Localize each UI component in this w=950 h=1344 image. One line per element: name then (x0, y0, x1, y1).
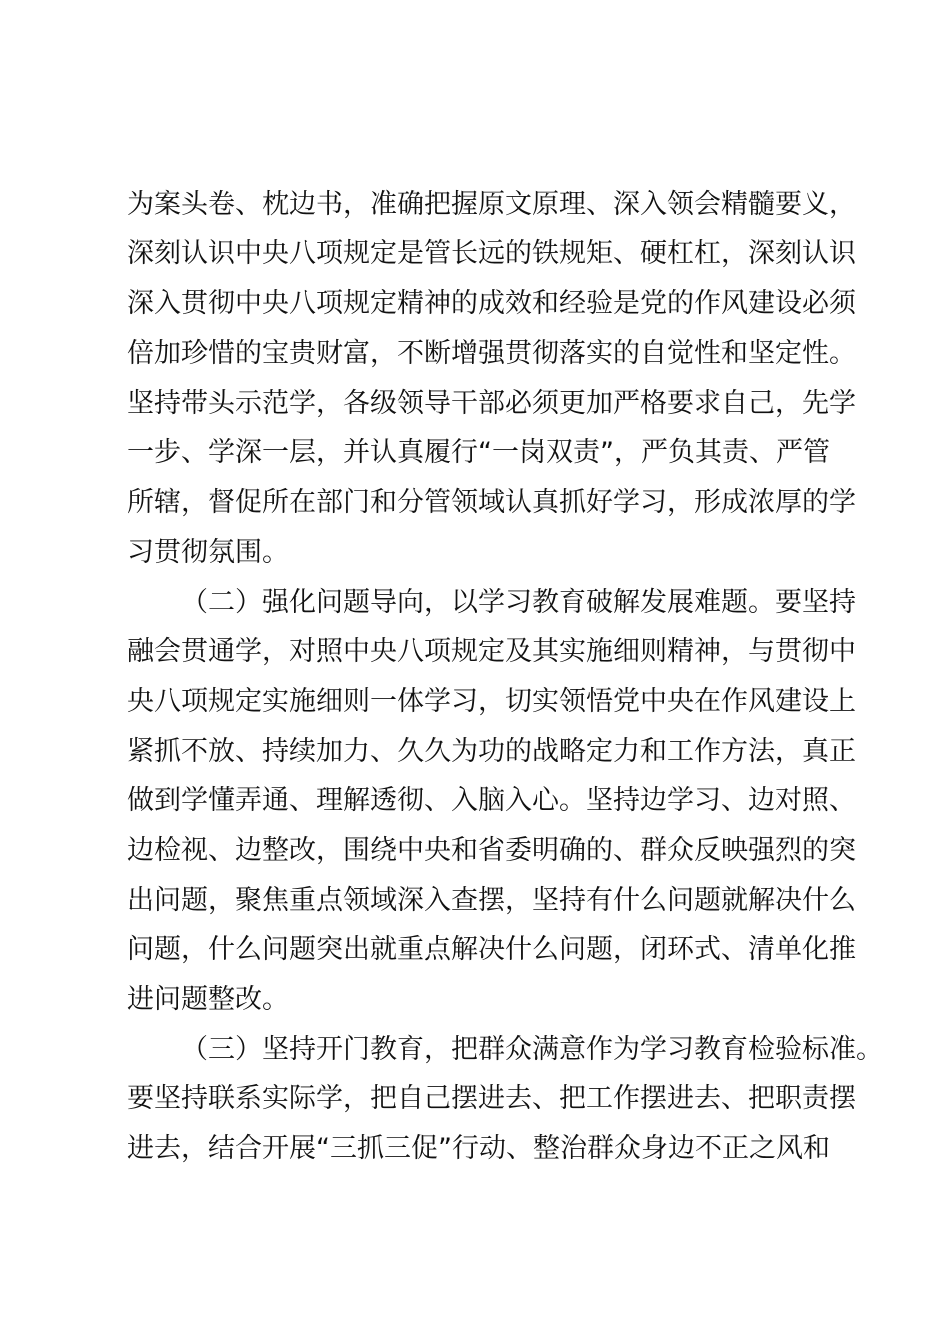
paragraph-line: 要坚持联系实际学，把自己摆进去、把工作摆进去、把职责摆 (127, 1083, 856, 1114)
paragraph-line: 坚持带头示范学，各级领导干部必须更加严格要求自己，先学 (127, 388, 856, 419)
paragraph-line: 做到学懂弄通、理解透彻、入脑入心。坚持边学习、边对照、 (127, 785, 856, 816)
paragraph-line: 问题，什么问题突出就重点解决什么问题，闭环式、清单化推 (127, 934, 856, 965)
paragraph-line: 出问题，聚焦重点领域深入查摆，坚持有什么问题就解决什么 (127, 885, 856, 916)
paragraph-line: 央八项规定实施细则一体学习，切实领悟党中央在作风建设上 (127, 686, 856, 717)
paragraph-line: 一步、学深一层，并认真履行“一岗双责”，严负其责、严管 (127, 437, 830, 468)
paragraph-line: 边检视、边整改，围绕中央和省委明确的、群众反映强烈的突 (127, 835, 856, 866)
paragraph-heading-line: （三）坚持开门教育，把群众满意作为学习教育检验标准。 (181, 1034, 883, 1065)
paragraph-line: 为案头卷、枕边书，准确把握原文原理、深入领会精髓要义， (127, 189, 856, 220)
paragraph-heading-line: （二）强化问题导向，以学习教育破解发展难题。要坚持 (181, 587, 856, 618)
paragraph-line: 融会贯通学，对照中央八项规定及其实施细则精神，与贯彻中 (127, 636, 856, 667)
paragraph-line: 深入贯彻中央八项规定精神的成效和经验是党的作风建设必须 (127, 288, 856, 319)
paragraph-line: 进问题整改。 (127, 984, 289, 1015)
paragraph-line: 深刻认识中央八项规定是管长远的铁规矩、硬杠杠，深刻认识 (127, 238, 856, 269)
paragraph-line: 紧抓不放、持续加力、久久为功的战略定力和工作方法，真正 (127, 736, 856, 767)
paragraph-line: 进去，结合开展“三抓三促”行动、整治群众身边不正之风和 (127, 1133, 830, 1164)
paragraph-line: 习贯彻氛围。 (127, 537, 289, 568)
paragraph-line: 所辖，督促所在部门和分管领域认真抓好学习，形成浓厚的学 (127, 487, 856, 518)
paragraph-line: 倍加珍惜的宝贵财富，不断增强贯彻落实的自觉性和坚定性。 (127, 338, 856, 369)
